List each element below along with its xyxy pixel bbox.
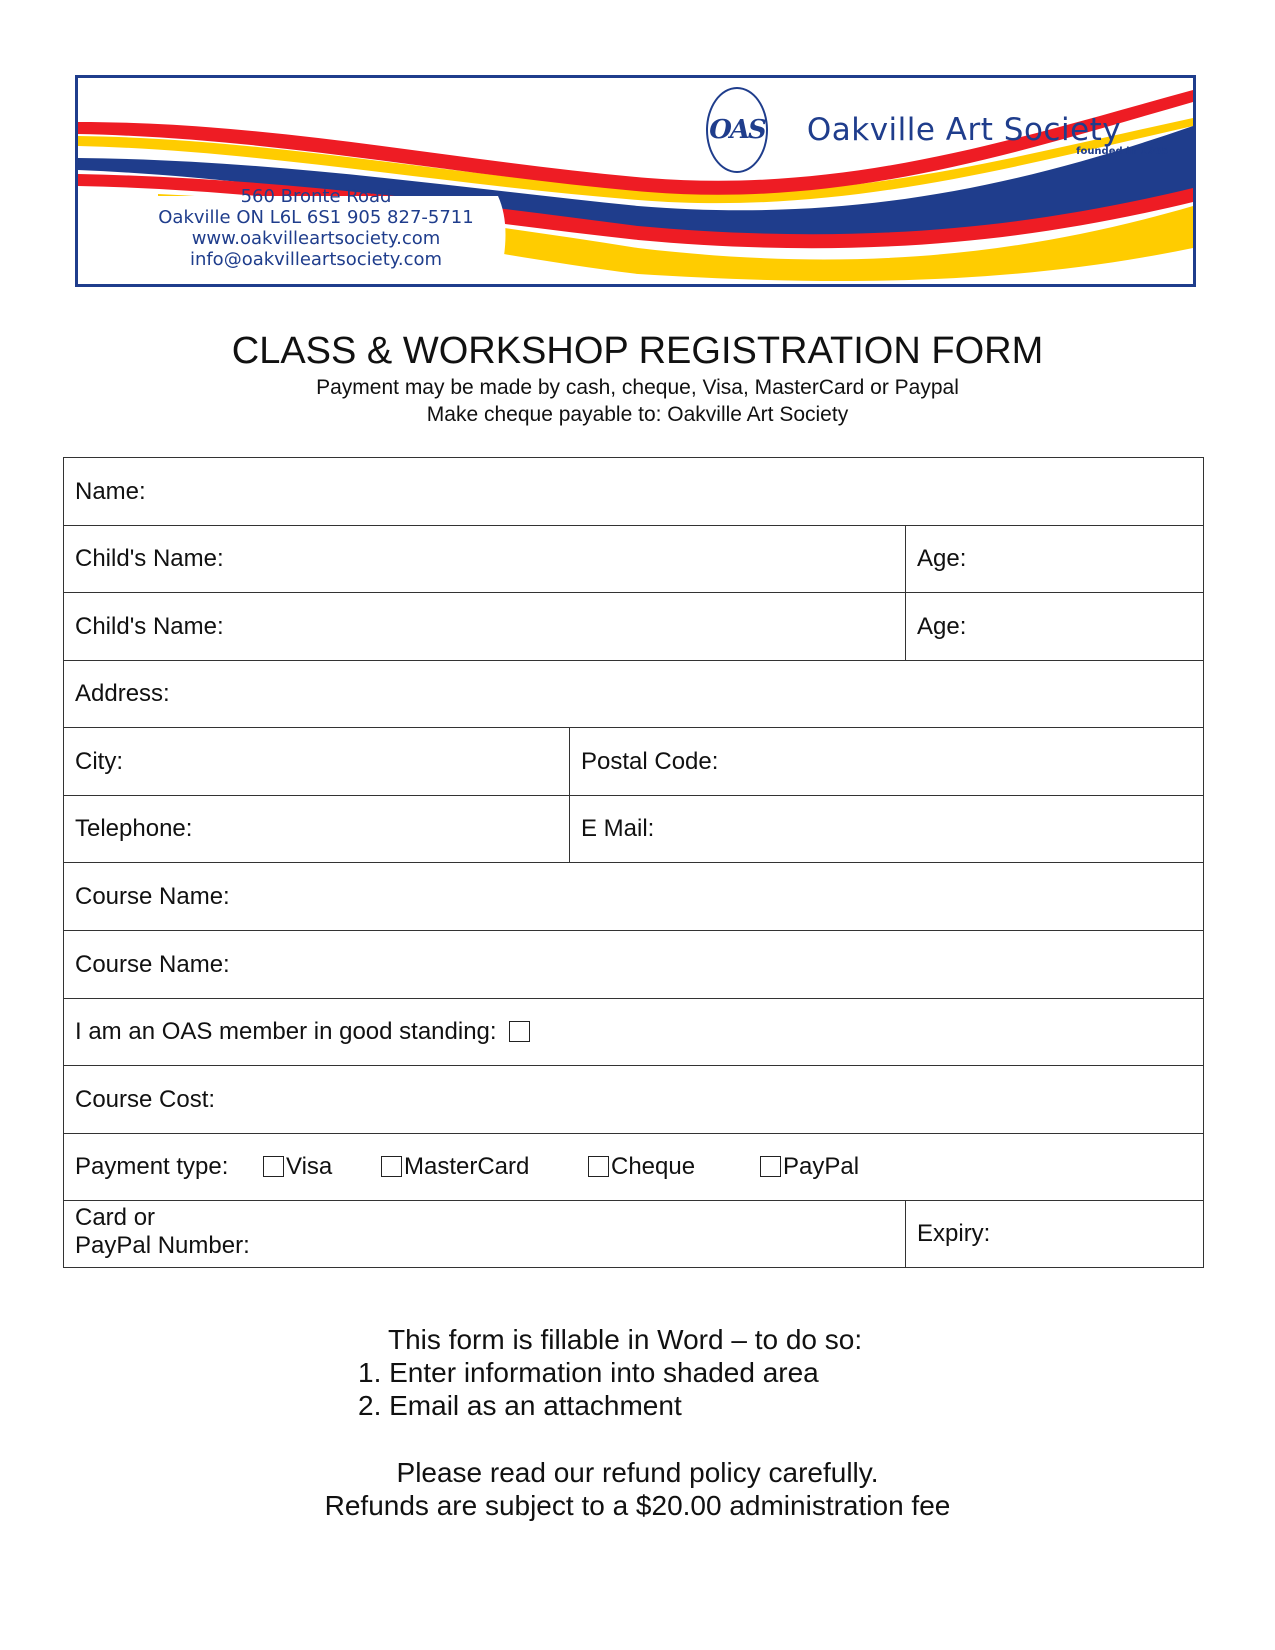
refund-policy-note: Please read our refund policy carefully.: [396, 1457, 879, 1488]
child-name-field-2[interactable]: Child's Name:: [75, 613, 224, 640]
address-line-2: Oakville ON L6L 6S1 905 827-5711: [158, 207, 474, 228]
child-name-field-1[interactable]: Child's Name:: [75, 545, 224, 572]
postal-code-field[interactable]: Postal Code:: [581, 748, 719, 775]
row-divider: [64, 727, 1203, 728]
paypal-label: PayPal: [783, 1153, 860, 1180]
column-divider: [569, 727, 570, 862]
payment-option-mastercard[interactable]: [381, 1153, 529, 1181]
fillable-note: This form is fillable in Word – to do so:: [388, 1324, 863, 1355]
visa-label: Visa: [286, 1153, 333, 1180]
row-divider: [64, 930, 1203, 931]
row-divider: [64, 660, 1203, 661]
city-field[interactable]: City:: [75, 748, 123, 775]
organization-name: Oakville Art Society: [806, 112, 1122, 148]
row-divider: [64, 795, 1203, 796]
payment-methods-note: Payment may be made by cash, cheque, Visa, MasterCard or Paypal: [316, 376, 959, 399]
address-line-1: 560 Bronte Road: [240, 186, 392, 207]
column-divider: [905, 1200, 906, 1268]
telephone-field[interactable]: Telephone:: [75, 815, 193, 842]
course-cost-field[interactable]: Course Cost:: [75, 1086, 216, 1113]
header-banner: [75, 75, 1196, 287]
email-link[interactable]: info@oakvilleartsociety.com: [189, 249, 443, 270]
address-field[interactable]: Address:: [75, 680, 170, 707]
row-divider: [64, 525, 1203, 526]
cheque-checkbox[interactable]: [588, 1156, 609, 1177]
payment-option-visa[interactable]: [263, 1153, 332, 1181]
course-name-field-2[interactable]: Course Name:: [75, 951, 230, 978]
website-link[interactable]: www.oakvilleartsociety.com: [191, 228, 441, 249]
cheque-payable-note: Make cheque payable to: Oakville Art Society: [426, 403, 849, 426]
member-checkbox[interactable]: [509, 1021, 530, 1042]
column-divider: [905, 525, 906, 660]
course-name-field-1[interactable]: Course Name:: [75, 883, 230, 910]
payment-type-label: Payment type:: [75, 1153, 229, 1180]
row-divider: [64, 1200, 1203, 1201]
age-field-1[interactable]: Age:: [917, 545, 967, 572]
name-field[interactable]: Name:: [75, 478, 146, 505]
instruction-step-1: 1. Enter information into shaded area: [358, 1357, 819, 1388]
member-standing-row: [75, 1018, 532, 1046]
registration-form: [63, 457, 1204, 1268]
expiry-field[interactable]: Expiry:: [917, 1220, 991, 1247]
payment-option-paypal[interactable]: [760, 1153, 859, 1181]
row-divider: [64, 1065, 1203, 1066]
email-field[interactable]: E Mail:: [581, 815, 655, 842]
instruction-step-2: 2. Email as an attachment: [358, 1390, 682, 1421]
paypal-checkbox[interactable]: [760, 1156, 781, 1177]
refund-fee-note: Refunds are subject to a $20.00 administration fee: [324, 1490, 951, 1521]
age-field-2[interactable]: Age:: [917, 613, 967, 640]
mastercard-checkbox[interactable]: [381, 1156, 402, 1177]
row-divider: [64, 998, 1203, 999]
payment-option-cheque[interactable]: [588, 1153, 695, 1181]
row-divider: [64, 592, 1203, 593]
mastercard-label: MasterCard: [404, 1153, 530, 1180]
row-divider: [64, 1133, 1203, 1134]
page-title: CLASS & WORKSHOP REGISTRATION FORM: [231, 330, 1044, 372]
cheque-label: Cheque: [611, 1153, 696, 1180]
logo-monogram: OAS: [709, 115, 765, 145]
visa-checkbox[interactable]: [263, 1156, 284, 1177]
card-number-label-line2[interactable]: PayPal Number:: [75, 1232, 250, 1259]
founded-text: founded in 1965: [1076, 146, 1168, 157]
member-standing-label: I am an OAS member in good standing:: [75, 1018, 497, 1045]
card-number-label-line1[interactable]: Card or: [75, 1204, 156, 1231]
row-divider: [64, 862, 1203, 863]
